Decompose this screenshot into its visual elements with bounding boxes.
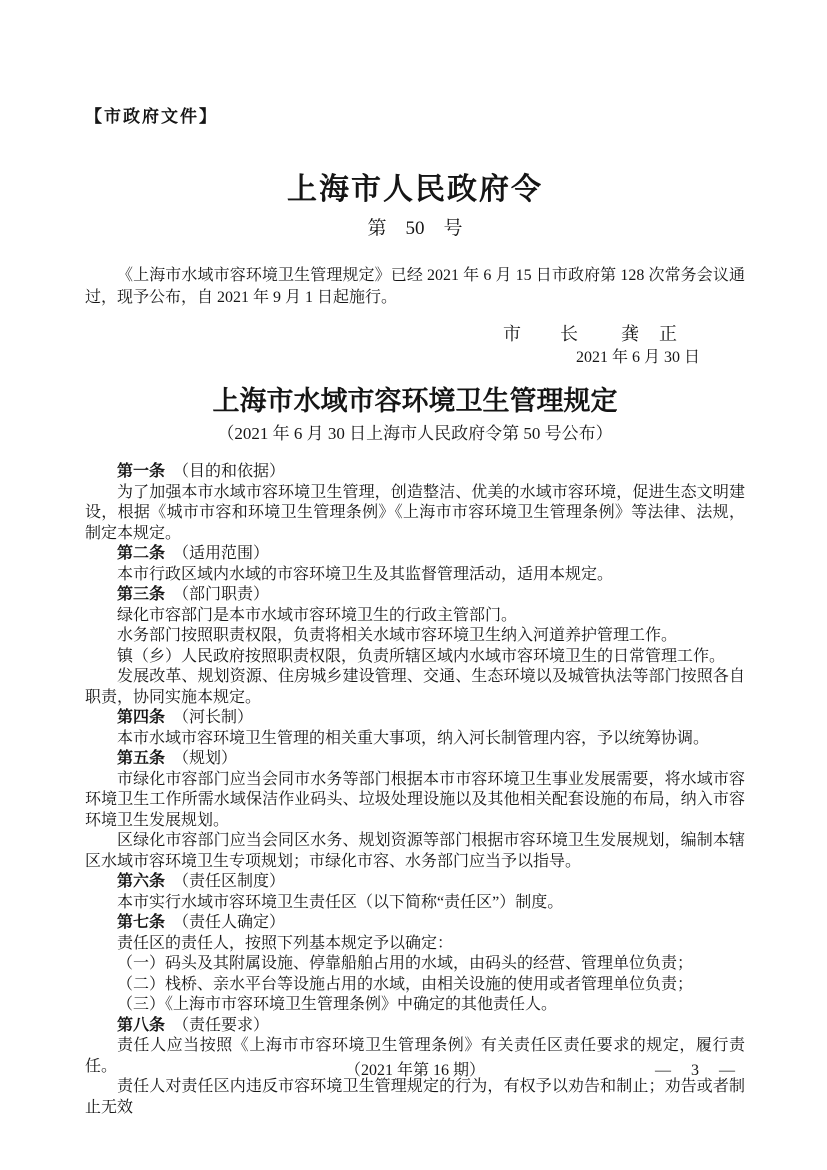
- article-label: （河长制）: [165, 709, 254, 726]
- article-paragraph: （一）码头及其附属设施、停靠船舶占用的水域，由码头的经营、管理单位负责；: [117, 955, 694, 972]
- article-number: 第三条: [117, 586, 166, 603]
- article-paragraph: 市绿化市容部门应当会同市水务等部门根据本市市容环境卫生事业发展需要，将水域市容环境卫生工作所需水域保洁作业码头、垃圾处理设施以及其他相关配套设施的布局，纳入市容环境卫生发展规划。: [85, 770, 745, 829]
- article-number: 第四条: [117, 709, 166, 726]
- article-label: （责任区制度）: [165, 873, 286, 890]
- article-paragraph: 发展改革、规划资源、住房城乡建设管理、交通、生态环境以及城管执法等部门按照各自职责，协同实施本规定。: [85, 668, 745, 706]
- article-label: （适用范围）: [165, 545, 270, 562]
- article-number: 第八条: [117, 1016, 166, 1034]
- article-paragraph: 本市水域市容环境卫生管理的相关重大事项，纳入河长制管理内容，予以统筹协调。: [117, 729, 710, 747]
- article-number: 第二条: [117, 545, 166, 562]
- issue-label: （2021 年第 16 期）: [344, 1062, 485, 1079]
- article-paragraph: 责任人对责任区内违反市容环境卫生管理规定的行为，有权予以劝告和制止；劝告或者制止无效: [85, 1078, 745, 1116]
- article-heading: [85, 749, 745, 770]
- article-label: （部门职责）: [165, 586, 270, 603]
- signer-title: 市 长: [503, 324, 579, 344]
- article-paragraph: 为了加强本市水域市容环境卫生管理，创造整洁、优美的水域市容环境，促进生态文明建设，根据《城市市容和环境卫生管理条例》《上海市市容环境卫生管理条例》等法律、法规，制定本规定。: [85, 483, 745, 542]
- article-paragraph: 责任区的责任人，按照下列基本规定予以确定：: [117, 934, 454, 952]
- article-paragraph: 区绿化市容部门应当会同区水务、规划资源等部门根据市容环境卫生发展规划，编制本辖区水域市容环境卫生专项规划；市绿化市容、水务部门应当予以指导。: [85, 832, 745, 870]
- decree-title: 上海市人民政府令: [287, 173, 543, 206]
- regulation-articles: [85, 462, 745, 1118]
- article-number: 第五条: [117, 750, 166, 767]
- article-heading: [85, 872, 745, 893]
- page-footer: [85, 1060, 745, 1081]
- signature-line: [85, 323, 745, 345]
- article-label: （目的和依据）: [165, 463, 286, 480]
- article-number: 第一条: [117, 463, 166, 480]
- article-label: （责任要求）: [165, 1016, 270, 1034]
- article-heading: [85, 544, 745, 565]
- regulation-title: 上海市水域市容环境卫生管理规定: [212, 386, 618, 416]
- article-paragraph: （三）《上海市市容环境卫生管理条例》中确定的其他责任人。: [117, 996, 558, 1013]
- article-heading: [85, 462, 745, 483]
- article-number: 第七条: [117, 914, 166, 931]
- article-paragraph: 责任人应当按照《上海市市容环境卫生管理条例》有关责任区责任要求的规定，履行责任。: [85, 1037, 745, 1075]
- article-number: 第六条: [117, 873, 166, 890]
- page-number: — 3 —: [654, 1062, 737, 1079]
- article-label: （规划）: [165, 750, 238, 767]
- article-paragraph: 本市行政区域内水域的市容环境卫生及其监督管理活动，适用本规定。: [117, 565, 614, 583]
- article-label: （责任人确定）: [165, 914, 286, 931]
- article-paragraph: 水务部门按照职责权限，负责将相关水域市容环境卫生纳入河道养护管理工作。: [117, 627, 678, 644]
- article-heading: [85, 708, 745, 729]
- article-heading: [85, 913, 745, 934]
- decree-number: 第 50 号: [367, 218, 463, 239]
- article-paragraph: 镇（乡）人民政府按照职责权限，负责所辖区域内水域市容环境卫生的日常管理工作。: [117, 647, 726, 665]
- article-paragraph: 本市实行水域市容环境卫生责任区（以下简称“责任区”）制度。: [117, 893, 564, 911]
- signature-date: 2021 年 6 月 30 日: [575, 349, 700, 366]
- signer-name: 龚 正: [621, 324, 678, 344]
- article-paragraph: （二）栈桥、亲水平台等设施占用的水域，由相关设施的使用或者管理单位负责；: [117, 975, 694, 993]
- document-category-header: 【市政府文件】: [85, 107, 218, 126]
- article-paragraph: 绿化市容部门是本市水域市容环境卫生的行政主管部门。: [117, 606, 518, 624]
- decree-body-paragraph: 《上海市水域市容环境卫生管理规定》已经 2021 年 6 月 15 日市政府第 128 次常务会议通过，现予公布，自 2021 年 9 月 1 日起施行。: [85, 267, 745, 306]
- regulation-subtitle: （2021 年 6 月 30 日上海市人民政府令第 50 号公布）: [217, 424, 613, 443]
- article-heading: [85, 1016, 745, 1037]
- article-heading: [85, 585, 745, 606]
